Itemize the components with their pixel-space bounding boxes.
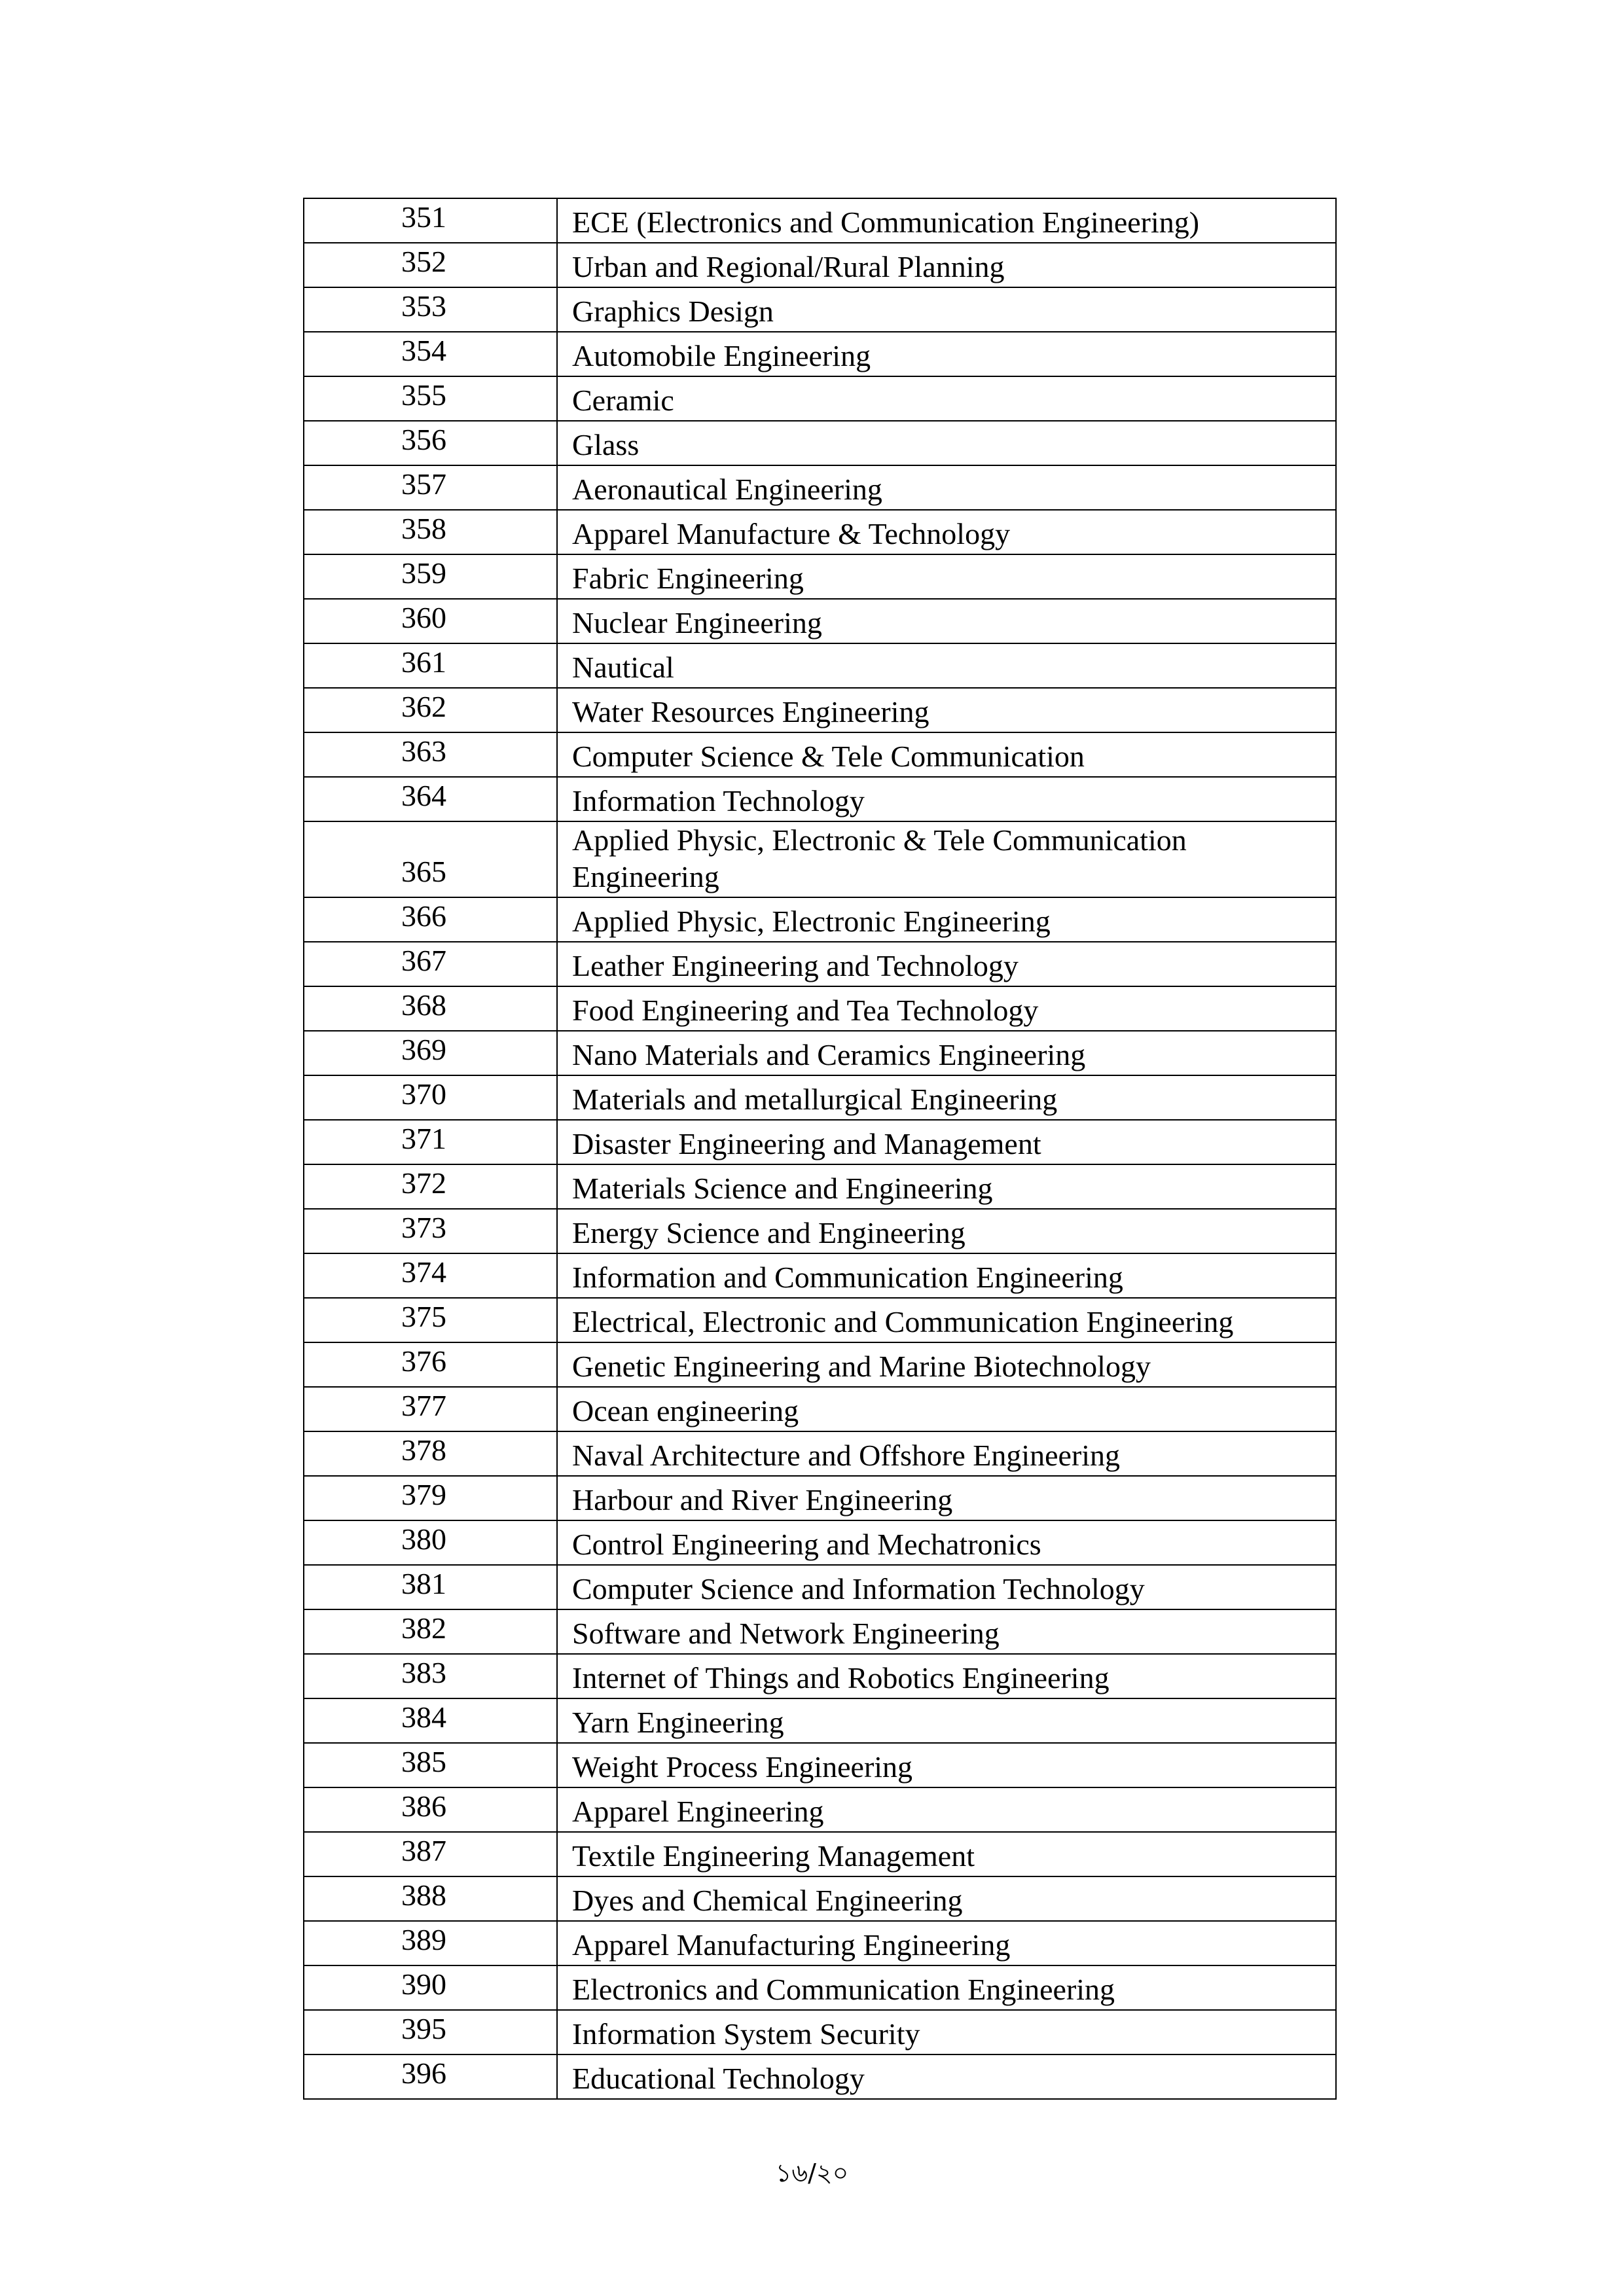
subject-name-cell: Nautical: [557, 643, 1336, 688]
subject-name-cell: Information and Communication Engineering: [557, 1253, 1336, 1298]
subject-code-cell: 353: [304, 287, 557, 332]
table-row: [304, 198, 1336, 243]
subject-code-cell: 370: [304, 1075, 557, 1120]
table-row: [304, 821, 1336, 897]
subject-code-cell: 374: [304, 1253, 557, 1298]
subject-name-cell: Applied Physic, Electronic & Tele Communication Engineering: [557, 821, 1336, 897]
table-row: [304, 376, 1336, 421]
subject-code-cell: 352: [304, 243, 557, 287]
subject-name-cell: Electronics and Communication Engineering: [557, 1965, 1336, 2010]
table-row: [304, 777, 1336, 821]
subject-name-cell: Applied Physic, Electronic Engineering: [557, 897, 1336, 942]
subject-code-cell: 388: [304, 1876, 557, 1921]
subject-name-cell: Apparel Manufacture & Technology: [557, 510, 1336, 554]
subject-name-cell: Control Engineering and Mechatronics: [557, 1520, 1336, 1565]
table-row: [304, 2054, 1336, 2099]
subject-code-table: [303, 198, 1337, 2100]
subject-name-cell: Naval Architecture and Offshore Engineering: [557, 1431, 1336, 1476]
subject-name-cell: Graphics Design: [557, 287, 1336, 332]
table-row: [304, 1164, 1336, 1209]
table-row: [304, 1565, 1336, 1609]
table-row: [304, 1876, 1336, 1921]
subject-name-cell: Fabric Engineering: [557, 554, 1336, 599]
subject-name-cell: Leather Engineering and Technology: [557, 942, 1336, 986]
table-row: [304, 599, 1336, 643]
table-row: [304, 1209, 1336, 1253]
subject-code-cell: 356: [304, 421, 557, 465]
subject-name-cell: Nuclear Engineering: [557, 599, 1336, 643]
subject-name-cell: Ocean engineering: [557, 1387, 1336, 1431]
table-row: [304, 1075, 1336, 1120]
subject-code-cell: 381: [304, 1565, 557, 1609]
subject-code-cell: 368: [304, 986, 557, 1031]
subject-name-cell: Computer Science & Tele Communication: [557, 732, 1336, 777]
subject-code-cell: 395: [304, 2010, 557, 2054]
subject-code-cell: 364: [304, 777, 557, 821]
table-row: [304, 1965, 1336, 2010]
table-row: [304, 554, 1336, 599]
subject-code-cell: 382: [304, 1609, 557, 1654]
subject-name-cell: Disaster Engineering and Management: [557, 1120, 1336, 1164]
subject-name-cell: Electrical, Electronic and Communication Engineering: [557, 1298, 1336, 1342]
subject-name-cell: Genetic Engineering and Marine Biotechnology: [557, 1342, 1336, 1387]
subject-code-cell: 383: [304, 1654, 557, 1698]
subject-name-cell: Information System Security: [557, 2010, 1336, 2054]
subject-code-cell: 376: [304, 1342, 557, 1387]
subject-name-cell: Glass: [557, 421, 1336, 465]
subject-code-cell: 379: [304, 1476, 557, 1520]
subject-code-cell: 377: [304, 1387, 557, 1431]
table-row: [304, 287, 1336, 332]
subject-code-cell: 371: [304, 1120, 557, 1164]
subject-name-cell: Dyes and Chemical Engineering: [557, 1876, 1336, 1921]
subject-name-cell: Nano Materials and Ceramics Engineering: [557, 1031, 1336, 1075]
subject-code-cell: 385: [304, 1743, 557, 1787]
table-row: [304, 1921, 1336, 1965]
subject-code-cell: 359: [304, 554, 557, 599]
table-row: [304, 1342, 1336, 1387]
subject-name-cell: Apparel Engineering: [557, 1787, 1336, 1832]
subject-name-cell: Software and Network Engineering: [557, 1609, 1336, 1654]
subject-code-cell: 362: [304, 688, 557, 732]
subject-name-cell: Harbour and River Engineering: [557, 1476, 1336, 1520]
table-row: [304, 1298, 1336, 1342]
subject-code-cell: 372: [304, 1164, 557, 1209]
table-row: [304, 510, 1336, 554]
subject-name-cell: ECE (Electronics and Communication Engineering): [557, 198, 1336, 243]
subject-code-cell: 354: [304, 332, 557, 376]
subject-code-cell: 380: [304, 1520, 557, 1565]
table-row: [304, 1476, 1336, 1520]
table-row: [304, 732, 1336, 777]
subject-name-cell: Ceramic: [557, 376, 1336, 421]
subject-code-cell: 360: [304, 599, 557, 643]
subject-code-cell: 357: [304, 465, 557, 510]
table-row: [304, 1787, 1336, 1832]
subject-name-cell: Automobile Engineering: [557, 332, 1336, 376]
table-row: [304, 1609, 1336, 1654]
subject-code-cell: 365: [304, 821, 557, 897]
subject-name-cell: Yarn Engineering: [557, 1698, 1336, 1743]
subject-code-cell: 389: [304, 1921, 557, 1965]
table-row: [304, 465, 1336, 510]
table-row: [304, 1654, 1336, 1698]
table-row: [304, 243, 1336, 287]
subject-code-cell: 387: [304, 1832, 557, 1876]
subject-name-cell: Internet of Things and Robotics Engineering: [557, 1654, 1336, 1698]
subject-code-cell: 375: [304, 1298, 557, 1342]
subject-code-cell: 373: [304, 1209, 557, 1253]
subject-code-cell: 351: [304, 198, 557, 243]
subject-name-cell: Energy Science and Engineering: [557, 1209, 1336, 1253]
table-row: [304, 1387, 1336, 1431]
subject-code-cell: 384: [304, 1698, 557, 1743]
subject-name-cell: Materials and metallurgical Engineering: [557, 1075, 1336, 1120]
table-row: [304, 2010, 1336, 2054]
table-row: [304, 332, 1336, 376]
subject-name-cell: Water Resources Engineering: [557, 688, 1336, 732]
table-row: [304, 1832, 1336, 1876]
table-row: [304, 1431, 1336, 1476]
subject-name-cell: Aeronautical Engineering: [557, 465, 1336, 510]
subject-name-cell: Information Technology: [557, 777, 1336, 821]
subject-code-cell: 369: [304, 1031, 557, 1075]
table-row: [304, 1698, 1336, 1743]
subject-code-cell: 358: [304, 510, 557, 554]
table-row: [304, 942, 1336, 986]
table-row: [304, 1520, 1336, 1565]
subject-code-cell: 390: [304, 1965, 557, 2010]
page-number: ১৬/২০: [775, 2159, 849, 2187]
subject-code-cell: 361: [304, 643, 557, 688]
subject-code-cell: 355: [304, 376, 557, 421]
subject-name-cell: Food Engineering and Tea Technology: [557, 986, 1336, 1031]
subject-code-cell: 378: [304, 1431, 557, 1476]
table-row: [304, 897, 1336, 942]
table-row: [304, 1253, 1336, 1298]
subject-code-cell: 367: [304, 942, 557, 986]
subject-code-cell: 396: [304, 2054, 557, 2099]
subject-code-cell: 363: [304, 732, 557, 777]
subject-table-body: [304, 198, 1336, 2099]
subject-code-cell: 366: [304, 897, 557, 942]
subject-name-cell: Computer Science and Information Technology: [557, 1565, 1336, 1609]
table-row: [304, 688, 1336, 732]
subject-name-cell: Apparel Manufacturing Engineering: [557, 1921, 1336, 1965]
subject-name-cell: Urban and Regional/Rural Planning: [557, 243, 1336, 287]
table-row: [304, 1031, 1336, 1075]
table-row: [304, 1120, 1336, 1164]
subject-name-cell: Educational Technology: [557, 2054, 1336, 2099]
subject-name-cell: Textile Engineering Management: [557, 1832, 1336, 1876]
table-row: [304, 1743, 1336, 1787]
subject-name-cell: Weight Process Engineering: [557, 1743, 1336, 1787]
subject-code-cell: 386: [304, 1787, 557, 1832]
subject-name-cell: Materials Science and Engineering: [557, 1164, 1336, 1209]
table-row: [304, 643, 1336, 688]
table-row: [304, 421, 1336, 465]
table-row: [304, 986, 1336, 1031]
